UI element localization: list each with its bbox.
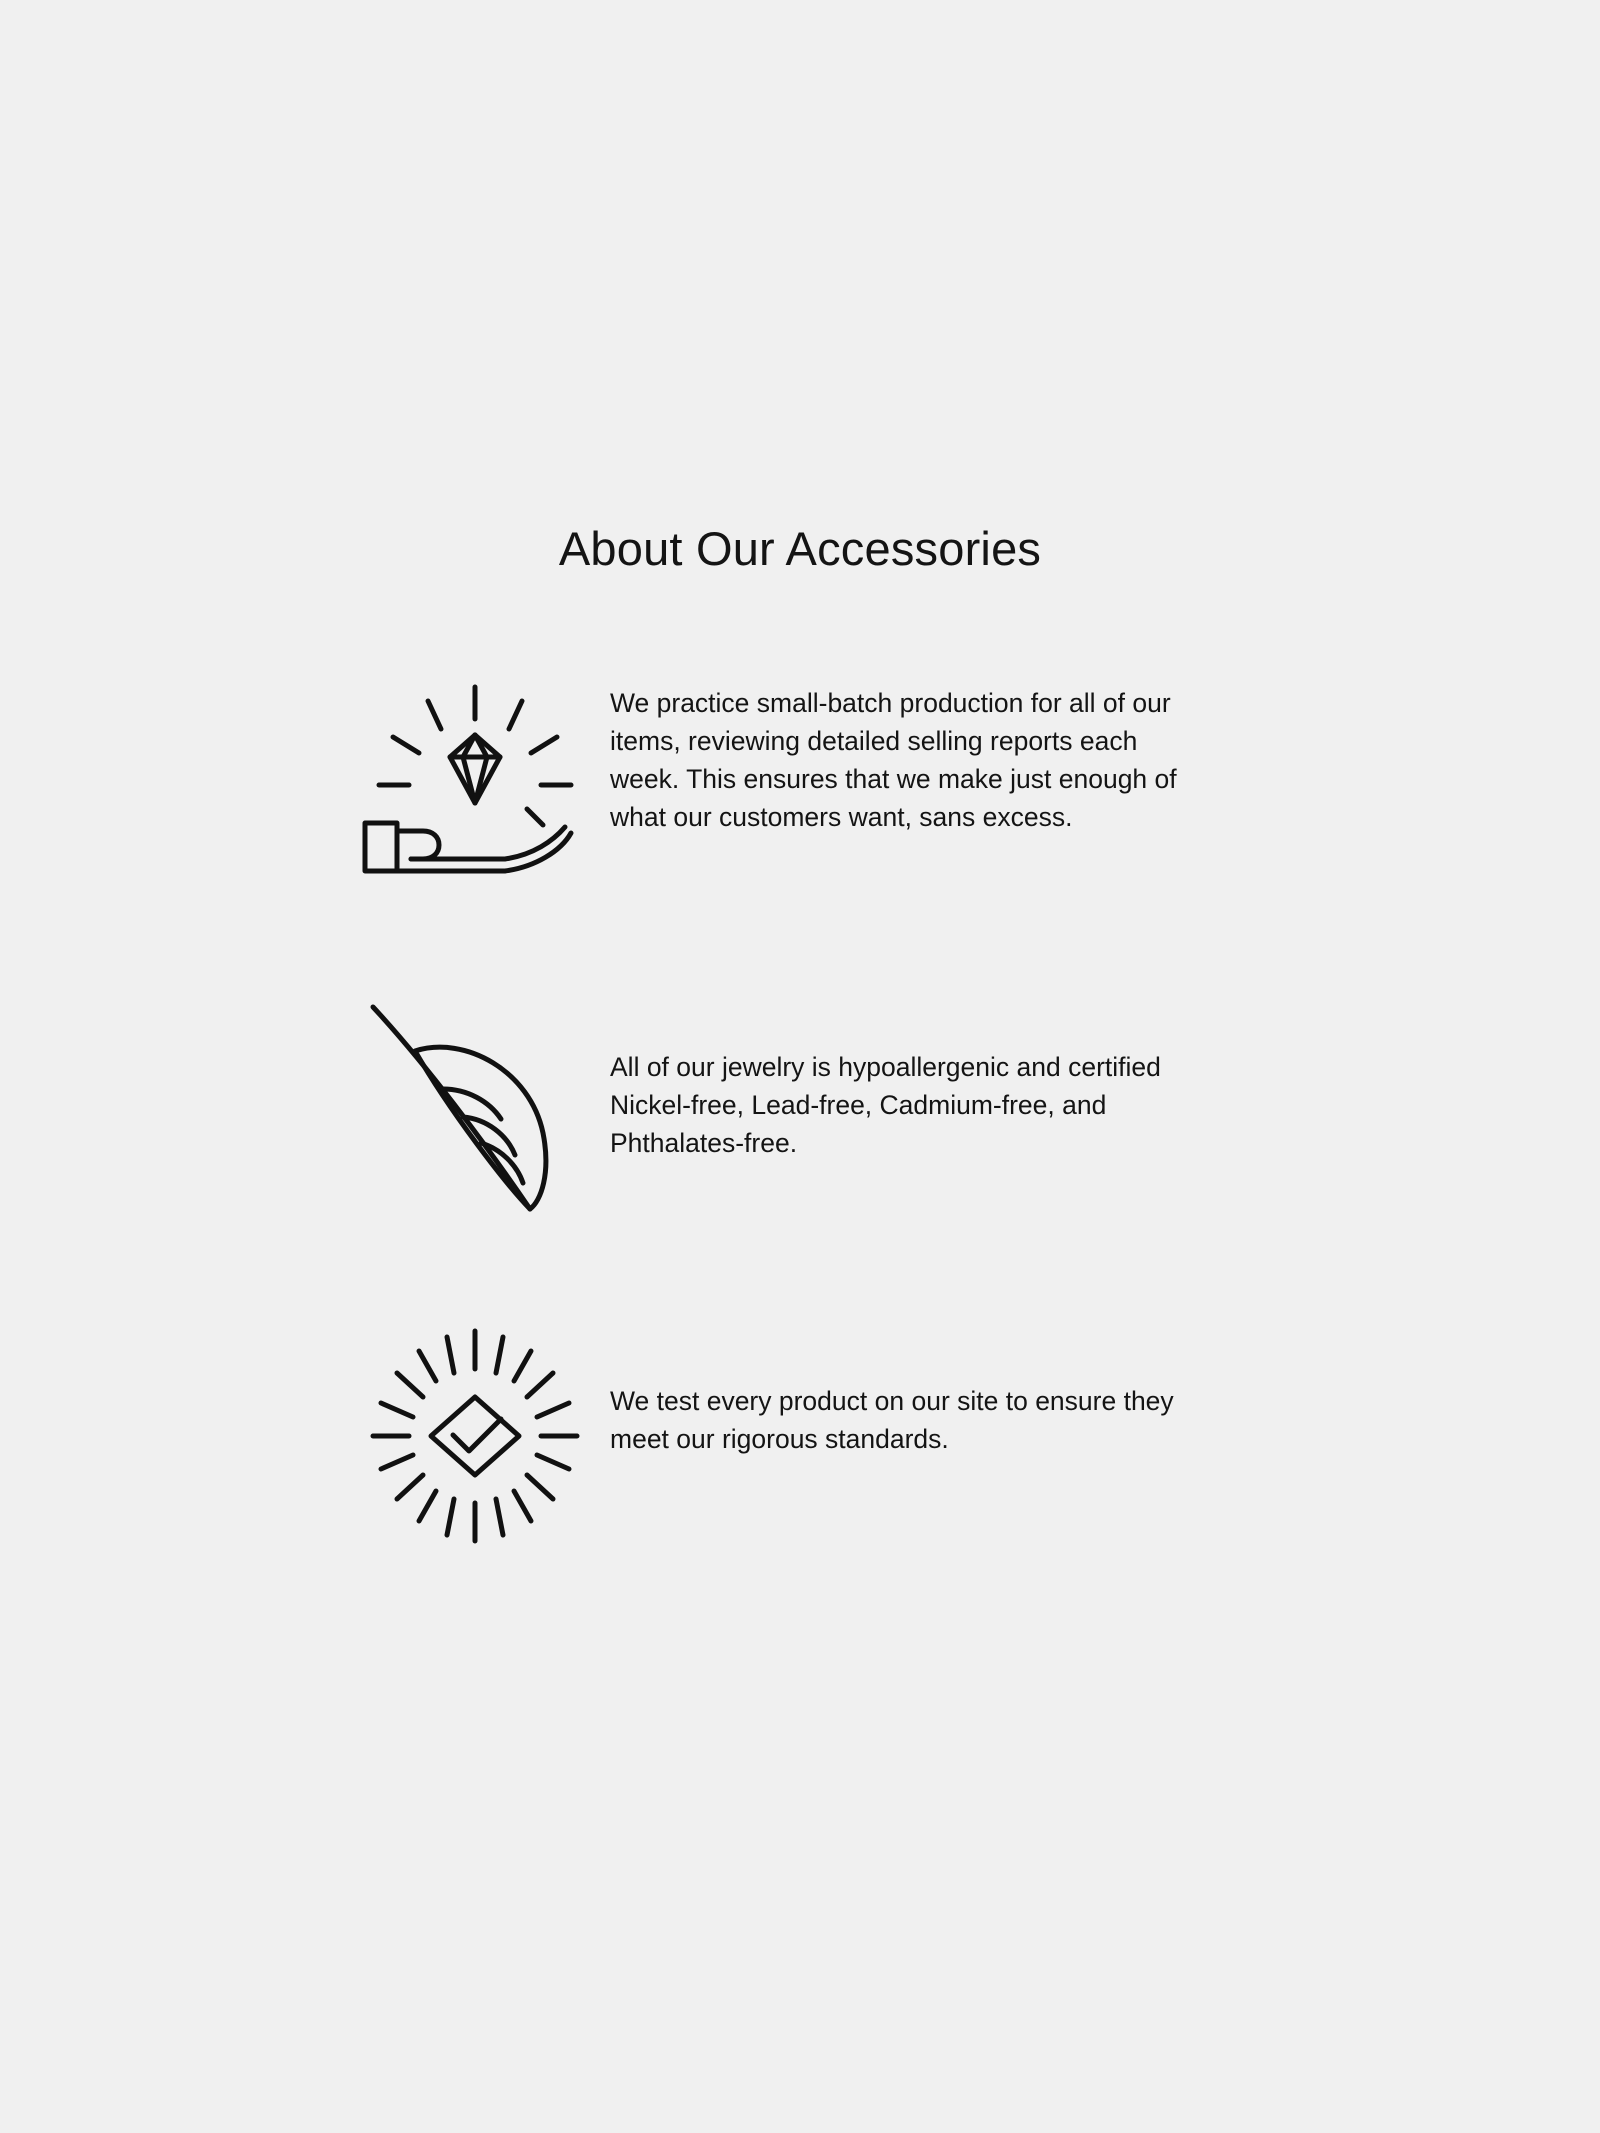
list-item-label: We test every product on our site to ensure they meet our rigorous standards. [610, 1386, 1174, 1454]
feature-list [340, 660, 1260, 1634]
feather-icon [340, 978, 610, 1238]
diamond-in-hand-icon [340, 660, 610, 910]
list-item [340, 660, 1260, 910]
page-title: About Our Accessories [558, 522, 1042, 576]
checkmark-burst-icon [340, 1306, 610, 1566]
list-item [340, 978, 1260, 1238]
list-item-label: We practice small-batch production for all of our items, reviewing detailed selling reports each week. This ensures that we make just enough of what our customers want, sans excess. [610, 688, 1177, 832]
list-item [340, 1306, 1260, 1566]
list-item-label: All of our jewelry is hypoallergenic and certified Nickel-free, Lead-free, Cadmium-free, and Phthalates-free. [610, 1052, 1161, 1158]
